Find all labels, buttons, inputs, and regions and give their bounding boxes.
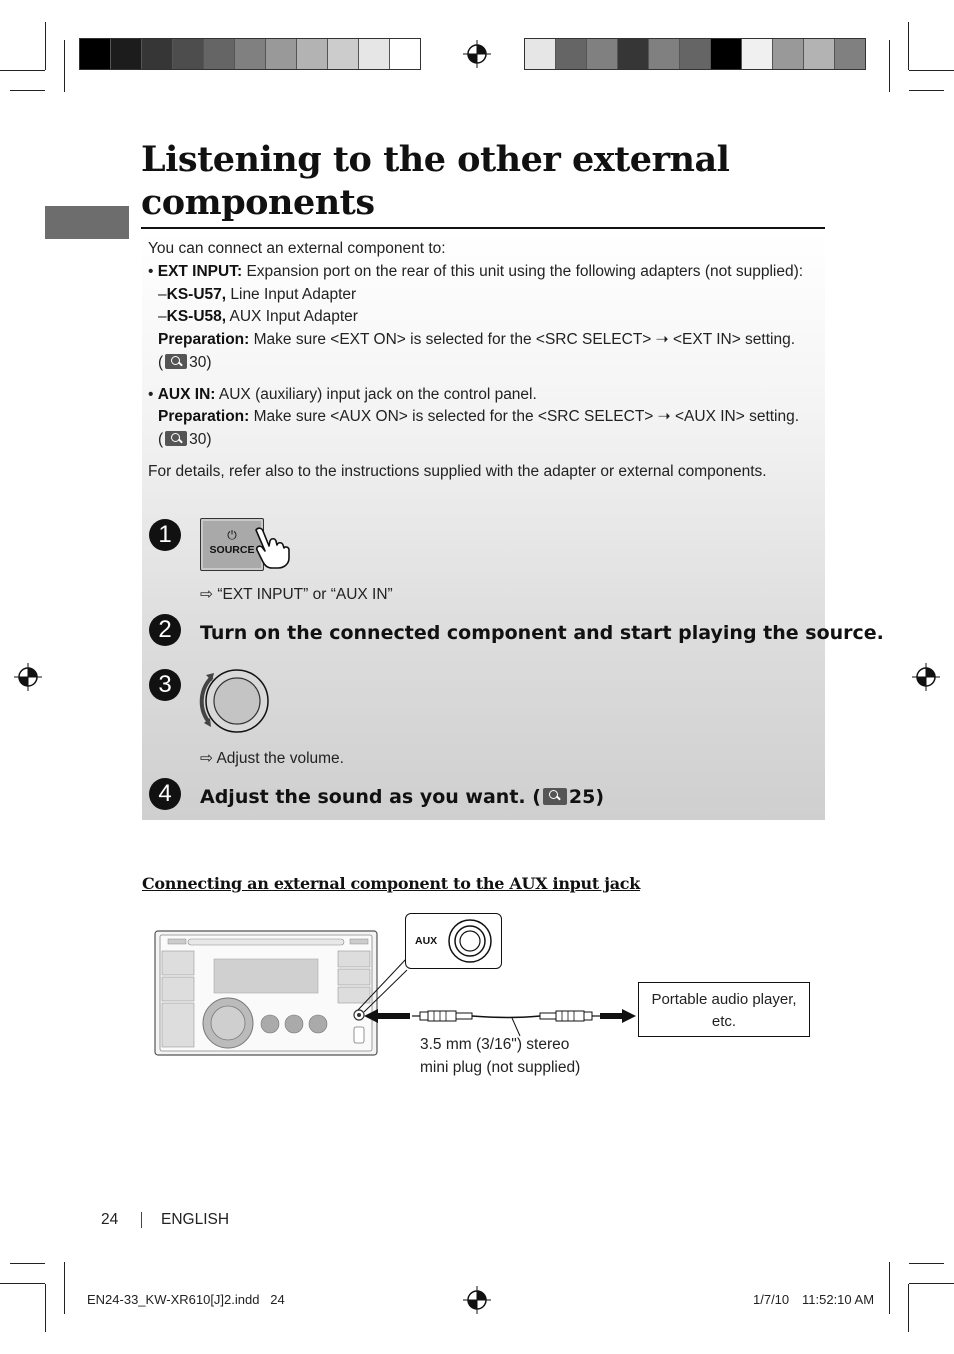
aux-in-label: AUX IN:	[157, 386, 216, 403]
page-ref-number[interactable]: 25)	[568, 786, 605, 808]
section-side-tab	[45, 206, 129, 239]
color-swatch	[680, 39, 711, 69]
page-ref-number: 30)	[189, 431, 212, 448]
result-arrow-icon: ⇨	[200, 586, 213, 603]
registration-mark-icon	[14, 663, 42, 691]
preparation-setting: <AUX IN> setting.	[674, 408, 800, 425]
color-swatch	[328, 39, 359, 69]
aux-in-desc: AUX (auxiliary) input jack on the control panel.	[218, 386, 537, 403]
color-swatch	[525, 39, 556, 69]
portable-audio-player-box: Portable audio player, etc.	[638, 982, 810, 1037]
source-button-label: SOURCE	[209, 544, 255, 556]
power-icon: ⏻	[227, 528, 237, 542]
aux-in-item: • AUX IN: AUX (auxiliary) input jack on the control panel.	[148, 386, 537, 403]
ext-input-item: • EXT INPUT: Expansion port on the rear of this unit using the following adapters (not supplied):	[148, 263, 804, 280]
adapter-model: KS-U58,	[166, 308, 227, 325]
aux-jack-callout	[405, 913, 502, 969]
magnifier-icon	[543, 788, 567, 805]
preparation-label: Preparation:	[158, 331, 250, 348]
color-swatch	[111, 39, 142, 69]
result-arrow-icon: ⇨	[200, 750, 213, 767]
registration-mark-icon	[463, 40, 491, 68]
color-swatch	[266, 39, 297, 69]
page-title	[141, 138, 821, 224]
color-swatch	[80, 39, 111, 69]
car-stereo-unit-illustration	[154, 929, 380, 1059]
adapter-name: Line Input Adapter	[230, 286, 357, 303]
step-result-text: “EXT INPUT” or “AUX IN”	[217, 586, 393, 603]
color-swatch	[649, 39, 680, 69]
color-swatch	[618, 39, 649, 69]
color-swatch	[835, 39, 865, 69]
preparation-label: Preparation:	[158, 408, 250, 425]
footer-date: 1/7/10	[753, 1292, 790, 1307]
color-swatch	[773, 39, 804, 69]
ext-input-desc: Expansion port on the rear of this unit using the following adapters (not supplied):	[246, 263, 804, 280]
section-heading: Connecting an external component to the AUX input jack	[142, 874, 641, 893]
color-swatch	[804, 39, 835, 69]
color-swatch	[204, 39, 235, 69]
preparation-text: Make sure <AUX ON> is selected for the <SRC SELECT>	[253, 408, 654, 425]
step-heading	[200, 786, 604, 808]
footer-time: 11:52:10 AM	[802, 1292, 875, 1307]
pointing-hand-icon	[248, 524, 294, 570]
aux-preparation	[158, 407, 799, 427]
step-heading: Turn on the connected component and start playing the source.	[200, 622, 884, 644]
title-rule	[141, 227, 825, 229]
page-reference[interactable]: ( 30)	[158, 431, 212, 448]
footer-file-name: EN24-33_KW-XR610[J]2.indd 24	[87, 1292, 285, 1307]
registration-mark-icon	[912, 663, 940, 691]
color-swatch	[742, 39, 773, 69]
stereo-mini-plug-cable	[360, 1000, 640, 1040]
preparation-text: Make sure <EXT ON> is selected for the <SRC SELECT>	[253, 331, 652, 348]
step-result-text: Adjust the volume.	[216, 750, 344, 767]
color-swatch	[297, 39, 328, 69]
ext-preparation	[158, 330, 795, 350]
color-swatch	[173, 39, 204, 69]
page-ref-number: 30)	[189, 354, 212, 371]
preparation-setting: <EXT IN> setting.	[672, 331, 796, 348]
step-result	[200, 749, 344, 769]
color-swatch	[556, 39, 587, 69]
page-number: 24	[101, 1211, 119, 1228]
step-heading-text: Adjust the sound as you want. (	[200, 786, 541, 808]
color-calibration-bar-right	[524, 38, 866, 70]
ext-input-label: EXT INPUT:	[157, 263, 243, 280]
step-number: 1	[149, 519, 181, 551]
page-title-line1: Listening to the other external	[141, 139, 730, 180]
step-result	[200, 585, 393, 605]
adapter-item: –KS-U57, Line Input Adapter	[158, 286, 357, 303]
registration-mark-icon	[463, 1286, 491, 1314]
step-number: 4	[149, 778, 181, 810]
cable-label: 3.5 mm (3/16") stereo	[420, 1036, 570, 1053]
arrow-right-icon: ➝	[655, 331, 669, 348]
adapter-item: –KS-U58, AUX Input Adapter	[158, 308, 358, 325]
step-number: 3	[149, 669, 181, 701]
color-swatch	[390, 39, 420, 69]
color-swatch	[142, 39, 173, 69]
magnifier-icon	[165, 354, 187, 369]
arrow-right-icon: ➝	[657, 408, 671, 425]
color-calibration-bar-left	[79, 38, 421, 70]
color-swatch	[235, 39, 266, 69]
step-number: 2	[149, 614, 181, 646]
cable-label: mini plug (not supplied)	[420, 1059, 581, 1076]
details-note: For details, refer also to the instructions supplied with the adapter or external components.	[148, 463, 767, 480]
footer-divider	[141, 1212, 142, 1228]
page-title-line2: components	[141, 182, 375, 223]
color-swatch	[587, 39, 618, 69]
volume-knob-icon[interactable]	[196, 667, 274, 737]
magnifier-icon	[165, 431, 187, 446]
adapter-name: AUX Input Adapter	[229, 308, 358, 325]
aux-label: AUX	[415, 935, 438, 947]
color-swatch	[359, 39, 390, 69]
color-swatch	[711, 39, 742, 69]
footer-language: ENGLISH	[161, 1211, 230, 1228]
aux-jack-icon	[446, 917, 494, 965]
adapter-model: KS-U57,	[166, 286, 227, 303]
intro-lead: You can connect an external component to:	[148, 240, 446, 257]
page-reference[interactable]: ( 30)	[158, 354, 212, 371]
